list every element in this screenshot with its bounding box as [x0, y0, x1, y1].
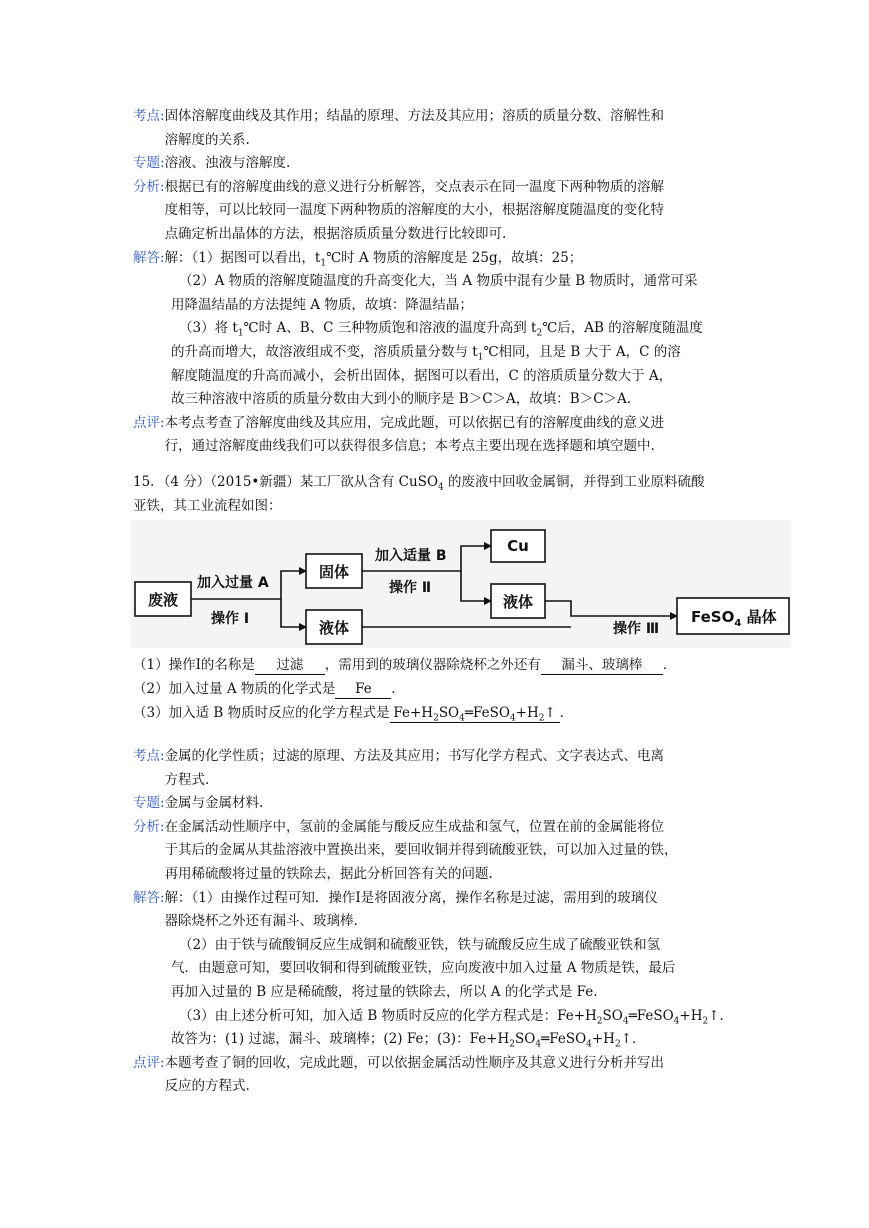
flow-op2-label: 操作 Ⅱ: [389, 580, 432, 596]
zhuanti-label: 专题:: [133, 155, 165, 172]
jieda-line-4: （3）将 $t_1℃$时 A、B、C 三种物质饱和溶液的温度升高到 $t_2℃$后，AB 的溶解度随温度: [179, 320, 703, 340]
jieda-2-summary: 故答为：(1) 过滤，漏斗、玻璃棒；(2) Fe；(3)：$Fe+H_2SO_4═FeSO_4+H_2↑$．: [171, 1031, 646, 1050]
fenxi-text-2: 度相等，可以比较同一温度下两种物质的溶解度的大小，根据溶解度随温度的变化特: [164, 202, 665, 219]
zhuanti-text: 溶液、浊液与溶解度.: [164, 155, 291, 172]
kaodian-row-2: 考点: 金属的化学性质；过滤的原理、方法及其应用；书写化学方程式、文字表达式、电离 方程式.: [133, 745, 739, 792]
dianping-label: 点评:: [133, 414, 165, 431]
dianping-text-2: 行，通过溶解度曲线我们可以获得很多信息；本考点主要出现在选择题和填空题中.: [164, 438, 655, 455]
flow-op1-label: 操作 Ⅰ: [211, 611, 250, 627]
flow-op3-label: 操作 Ⅲ: [613, 621, 660, 637]
jieda-line-2: （2）A 物质的溶解度随温度的升高变化大，当 A 物质中混有少量 B 物质时，通常可采 用降温结晶的方法提纯 A 物质，故填：降温结晶；: [171, 273, 698, 313]
kaodian-row: [133, 105, 739, 152]
jieda-2-part-2: （2）由于铁与硫酸铜反应生成铜和硫酸亚铁，铁与硫酸反应生成了硫酸亚铁和氢: [179, 936, 661, 953]
flow-cu-label: Cu: [507, 537, 529, 555]
jieda-label: 解答:: [133, 249, 165, 266]
jieda-line-5: 的升高而增大，故溶液组成不变，溶质质量分数与 $t_1℃$相同，且是 B 大于 A，C 的溶 解度随温度的升高而减小，会析出固体，据图可以看出，C 的溶质质量分数大于 A， 故三种溶液中溶质的质量分数由大到小的顺序是 B＞C＞A，故填：B＞C＞A.: [171, 343, 681, 408]
dianping-text-1: 本考点考查了溶解度曲线及其应用，完成此题，可以依据已有的溶解度曲线的意义进: [164, 414, 665, 431]
answer-blank-4: $Fe+H_2SO_4═FeSO_4+H_2↑$: [390, 704, 560, 723]
dianping-row-2: 点评: 本题考查了铜的回收，完成此题，可以依据金属活动性顺序及其意义进行分析并写出 反应的方程式.: [133, 1052, 739, 1099]
answer-blank-2: 漏斗、玻璃棒: [541, 656, 663, 675]
kaodian-label: 考点:: [133, 108, 165, 124]
analysis-block-1: [133, 105, 739, 459]
fenxi-label-2: 分析:: [133, 818, 165, 835]
fenxi-text-3: 点确定析出晶体的方法，根据溶质质量分数进行比较即可.: [164, 225, 507, 242]
jieda-label-2: 解答:: [133, 889, 165, 906]
dianping-row: [133, 412, 739, 459]
fenxi-row-2: 分析: 在金属活动性顺序中，氢前的金属能与酸反应生成盐和氢气，位置在前的金属能将位 于其后的金属从其盐溶液中置换出来，要回收铜并得到硫酸亚铁，可以加入过量的铁， 再用稀硫酸将过量的铁除去，据此分析回答有关的问题.: [133, 816, 739, 887]
kaodian-text-1: 固体溶解度曲线及其作用；结晶的原理、方法及其应用；溶质的质量分数、溶解性和: [164, 108, 665, 124]
jieda-2-part-2-cont: 气．由题意可知，要回收铜和得到硫酸亚铁，应向废液中加入过量 A 物质是铁，最后 再加入过量的 B 应是稀硫酸，将过量的铁除去，所以 A 的化学式是 Fe.: [171, 960, 676, 1000]
flow-solid-label: 固体: [318, 563, 350, 581]
flow-product-label: FeSO$_4$ 晶体: [691, 608, 777, 629]
zhuanti-label-2: 专题:: [133, 795, 165, 812]
kaodian-label-2: 考点:: [133, 748, 165, 764]
fenxi-label: 分析:: [133, 178, 165, 195]
kaodian-text-2: 溶解度的关系.: [164, 131, 250, 148]
answer-blank-3: Fe: [335, 680, 391, 699]
dianping-label-2: 点评:: [133, 1054, 165, 1071]
flow-add-b-label: 加入适量 B: [375, 548, 447, 564]
jieda-row: [133, 247, 739, 271]
flow-waste-label: 废液: [147, 591, 179, 609]
q15-part-2: （2）加入过量 A 物质的化学式是 Fe ．: [133, 681, 405, 697]
jieda-row-2: 解答: 解：（1）由操作过程可知．操作Ⅰ是将固液分离，操作名称是过滤，需用到的玻璃仪 器除烧杯之外还有漏斗、玻璃棒.: [133, 887, 739, 934]
analysis-block-2: [133, 745, 739, 1099]
fenxi-text-1: 根据已有的溶解度曲线的意义进行分析解答，交点表示在同一温度下两种物质的溶解: [164, 178, 665, 195]
process-flow-diagram: [131, 520, 791, 648]
q15-part-3: （3）加入适 B 物质时反应的化学方程式是 $Fe+H_2SO_4═FeSO_4+H_2↑$ ．: [133, 705, 574, 724]
fenxi-row: [133, 176, 739, 247]
flow-add-a-label: 加入过量 A: [197, 575, 269, 591]
jieda-2-part-3: （3）由上述分析可知，加入适 B 物质时反应的化学方程式是：$Fe+H_2SO_4═FeSO_4+H_2↑$.: [179, 1007, 724, 1027]
flow-liquid-label-2: 液体: [502, 593, 534, 611]
question-15-parts: [133, 653, 773, 725]
jieda-line-1: 解：（1）据图可以看出，$t_1℃$时 A 物质的溶解度是 25g，故填：25；: [164, 249, 583, 269]
zhuanti-row-2: 专题: 金属与金属材料.: [133, 792, 739, 816]
question-15-stem: 15．（4 分）（2015•新疆）某工厂欲从含有 CuSO$_4$ 的废液中回收金属铜，并得到工业原料硫酸 亚铁，其工业流程如图：: [133, 474, 705, 514]
flow-liquid-label-1: 液体: [318, 619, 350, 637]
q15-part-1: （1）操作Ⅰ的名称是 过滤 ，需用到的玻璃仪器除烧杯之外还有 漏斗、玻璃棒 ．: [133, 657, 677, 673]
zhuanti-row: [133, 152, 739, 176]
answer-blank-1: 过滤: [255, 656, 325, 675]
